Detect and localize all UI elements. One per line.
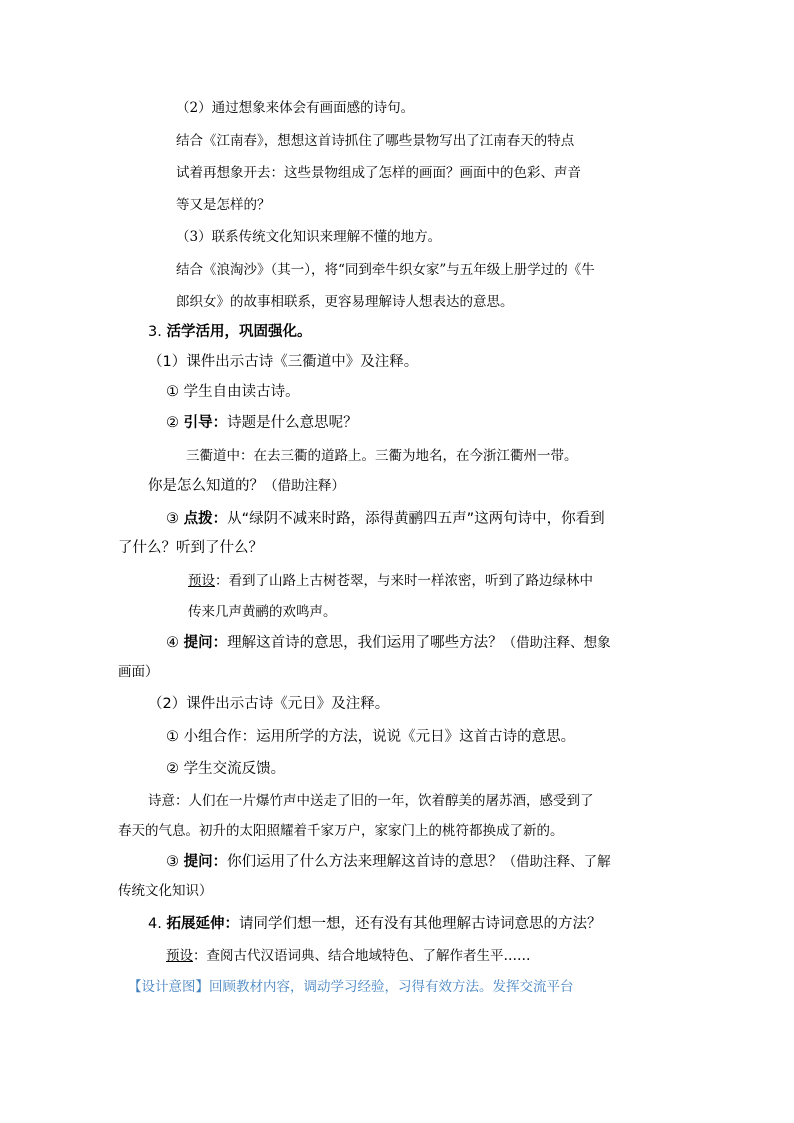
step-label: 提问： — [183, 635, 228, 651]
section-title: 拓展延伸： — [166, 916, 239, 932]
design-intent-line — [128, 977, 574, 997]
text-line: 传统文化知识） — [118, 883, 213, 899]
step-marker: ④ — [166, 635, 184, 651]
section-number: 4. — [148, 916, 162, 932]
text-line: ① 学生自由读古诗。 — [166, 384, 300, 400]
text-line: （3）联系传统文化知识来理解不懂的地方。 — [176, 229, 442, 245]
text-line: 春天的气息。初升的太阳照耀着千家万户，家家门上的桃符都换成了新的。 — [118, 823, 564, 839]
step-marker: ③ — [166, 511, 184, 527]
text-line: 了什么？听到了什么？ — [118, 540, 263, 556]
text-line — [166, 633, 611, 653]
text-line: 诗意：人们在一片爆竹声中送走了旧的一年，饮着醇美的屠苏酒，感受到了 — [148, 793, 594, 809]
text-line: 等又是怎样的？ — [176, 197, 271, 213]
text-line: 结合《江南春》，想想这首诗抓住了哪些景物写出了江南春天的特点 — [176, 133, 575, 149]
preset-text: ：查阅古代汉语词典、结合地域特色、了解作者生平…… — [193, 948, 531, 964]
preset-text: ：看到了山路上古树苍翠，与来时一样浓密，听到了路边绿林中 — [215, 573, 593, 589]
text-line: （1）课件出示古诗《三衢道中》及注释。 — [148, 354, 419, 370]
text-line — [166, 946, 531, 966]
text-line — [166, 413, 358, 433]
step-text: 从“绿阴不减来时路，添得黄鹂四五声”这两句诗中，你看到 — [227, 511, 605, 527]
section-title: 活学活用，巩固强化。 — [166, 324, 312, 340]
text-line: 结合《浪淘沙》（其一），将“同到牵牛织女家”与五年级上册学过的《牛 — [176, 262, 595, 278]
text-line: 试着再想象开去：这些景物组成了怎样的画面？画面中的色彩、声音 — [176, 165, 581, 181]
text-line — [166, 852, 611, 872]
question-text: 你是怎么知道的？ — [148, 478, 264, 494]
preset-label: 预设 — [188, 573, 215, 589]
section-heading-4 — [148, 914, 601, 934]
step-marker: ② — [166, 415, 184, 431]
step-text: 你们运用了什么方法来理解这首诗的意思？ — [227, 854, 503, 870]
preset-label: 预设 — [166, 948, 193, 964]
text-line — [166, 509, 605, 529]
step-text: 诗题是什么意思呢？ — [227, 415, 358, 431]
text-line — [188, 571, 593, 591]
step-label: 引导： — [183, 415, 228, 431]
section-number: 3. — [148, 324, 162, 340]
text-line — [148, 476, 345, 496]
text-line: 郎织女》的故事相联系，更容易理解诗人想表达的意思。 — [176, 294, 514, 310]
design-intent-label: 【设计意图】 — [128, 979, 209, 995]
text-line: 传来几声黄鹂的欢鸣声。 — [188, 604, 337, 620]
answer-note: （借助注释、想象 — [502, 635, 611, 651]
text-line: （2）通过想象来体会有画面感的诗句。 — [176, 100, 415, 116]
answer-note: （借助注释） — [264, 478, 345, 494]
text-line: 三衢道中：在去三衢的道路上。三衢为地名，在今浙江衢州一带。 — [186, 448, 578, 464]
text-line: ② 学生交流反馈。 — [166, 761, 286, 777]
design-intent-text: 回顾教材内容，调动学习经验，习得有效方法。发挥交流平台 — [209, 979, 574, 995]
section-heading-3 — [148, 322, 311, 342]
step-label: 点拨： — [183, 511, 228, 527]
step-label: 提问： — [183, 854, 228, 870]
step-marker: ③ — [166, 854, 184, 870]
text-line: ① 小组合作：运用所学的方法，说说《元日》这首古诗的意思。 — [166, 729, 576, 745]
section-text: 请同学们想一想，还有没有其他理解古诗词意思的方法？ — [238, 916, 602, 932]
text-line: 画面） — [118, 664, 159, 680]
step-text: 理解这首诗的意思，我们运用了哪些方法？ — [227, 635, 503, 651]
answer-note: （借助注释、了解 — [502, 854, 611, 870]
text-line: （2）课件出示古诗《元日》及注释。 — [148, 696, 390, 712]
